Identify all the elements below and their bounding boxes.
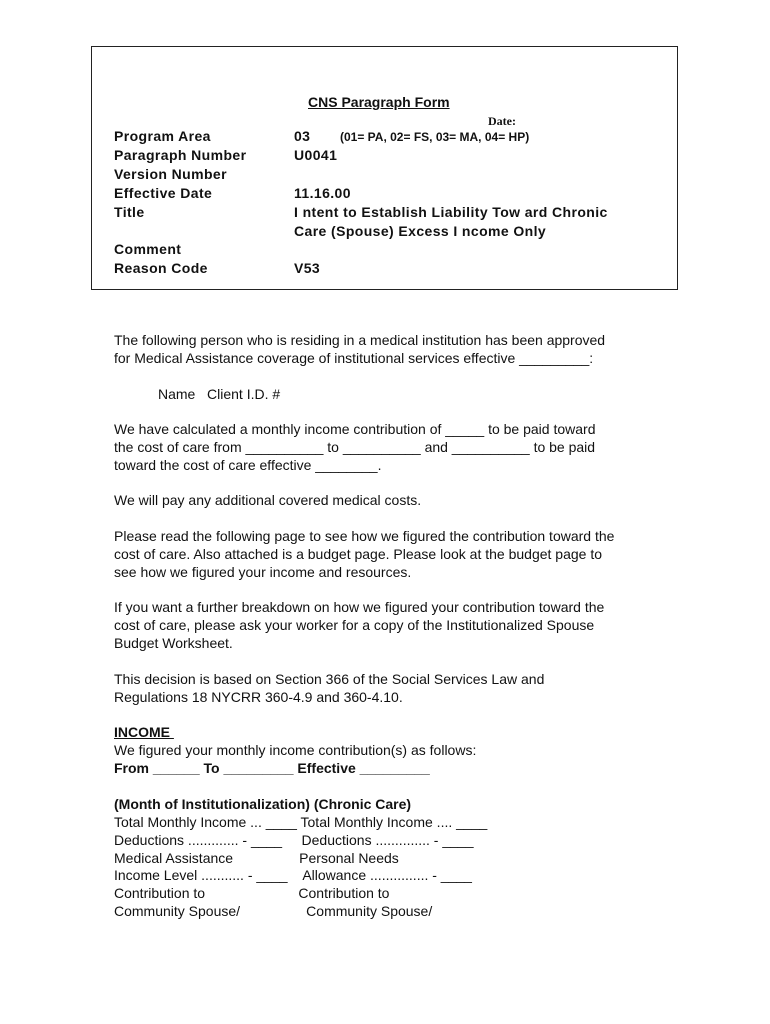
paragraph-2-line-1: We have calculated a monthly income contribution of _____ to be paid toward: [114, 421, 596, 437]
name-client-id-line: Name Client I.D. #: [158, 386, 281, 402]
paragraph-number-label: Paragraph Number: [114, 147, 247, 163]
paragraph-5-line-1: If you want a further breakdown on how we figured your contribution toward the: [114, 599, 605, 615]
income-heading: INCOME: [114, 724, 174, 740]
paragraph-5-line-3: Budget Worksheet.: [114, 635, 233, 651]
form-title: CNS Paragraph Form: [308, 94, 450, 110]
effective-date-value: 11.16.00: [294, 185, 351, 201]
date-label: Date:: [488, 114, 516, 128]
paragraph-1-line-2: for Medical Assistance coverage of institutional services effective _________:: [114, 350, 594, 366]
paragraph-2-line-3: toward the cost of care effective ________.: [114, 457, 382, 473]
reason-code-value: V53: [294, 260, 321, 276]
effective-date-label: Effective Date: [114, 185, 213, 201]
comment-label: Comment: [114, 241, 182, 257]
budget-line-1: Total Monthly Income ... ____ Total Monthly Income .... ____: [114, 814, 488, 830]
budget-line-6: Community Spouse/ Community Spouse/: [114, 903, 433, 919]
paragraph-4-line-2: cost of care. Also attached is a budget page. Please look at the budget page to: [114, 546, 603, 562]
reason-code-label: Reason Code: [114, 260, 208, 276]
budget-line-5: Contribution to Contribution to: [114, 885, 390, 901]
title-value-line1: I ntent to Establish Liability Tow ard Chronic: [294, 204, 608, 220]
program-area-value: 03: [294, 128, 311, 144]
paragraph-4-line-1: Please read the following page to see how we figured the contribution toward the: [114, 528, 615, 544]
program-area-codes: (01= PA, 02= FS, 03= MA, 04= HP): [340, 130, 530, 144]
paragraph-5-line-2: cost of care, please ask your worker for a copy of the Institutionalized Spouse: [114, 617, 595, 633]
income-intro: We figured your monthly income contribution(s) as follows:: [114, 742, 477, 758]
month-heading: (Month of Institutionalization) (Chronic Care): [114, 796, 412, 812]
paragraph-2-line-2: the cost of care from __________ to __________ and __________ to be paid: [114, 439, 596, 455]
paragraph-number-value: U0041: [294, 147, 338, 163]
paragraph-6-line-2: Regulations 18 NYCRR 360-4.9 and 360-4.10.: [114, 689, 403, 705]
paragraph-4-line-3: see how we figured your income and resources.: [114, 564, 412, 580]
title-label: Title: [114, 204, 145, 220]
budget-line-2: Deductions ............. - ____ Deductions .............. - ____: [114, 832, 474, 848]
paragraph-3: We will pay any additional covered medical costs.: [114, 492, 422, 508]
title-value-line2: Care (Spouse) Excess I ncome Only: [294, 223, 547, 239]
budget-line-4: Income Level ........... - ____ Allowance ............... - ____: [114, 867, 472, 883]
paragraph-6-line-1: This decision is based on Section 366 of the Social Services Law and: [114, 671, 545, 687]
paragraph-1-line-1: The following person who is residing in a medical institution has been approved: [114, 332, 606, 348]
from-to-effective-line: From ______ To _________ Effective _________: [114, 760, 430, 776]
version-number-label: Version Number: [114, 166, 227, 182]
program-area-label: Program Area: [114, 128, 211, 144]
budget-line-3: Medical Assistance Personal Needs: [114, 850, 399, 866]
